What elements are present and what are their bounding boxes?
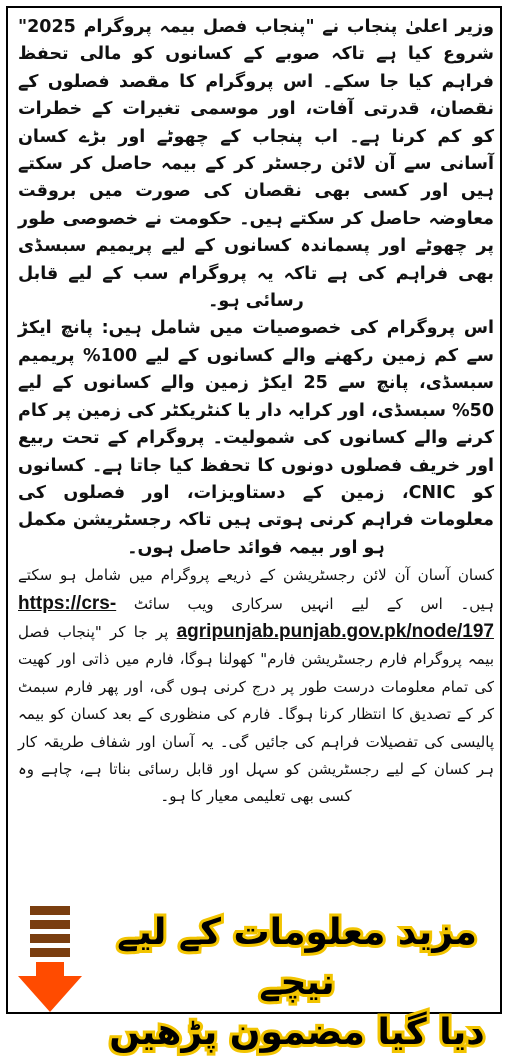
article-paragraph-3 <box>18 562 494 811</box>
website-link-part-2[interactable]: agripunjab.punjab.gov.pk/node/197 <box>176 620 494 642</box>
article-paragraph-2: اس پروگرام کی خصوصیات میں شامل ہیں: پانچ ایکڑ سے کم زمین رکھنے والے کسانوں کے لیے 100% پریمیم سبسڈی، پانچ سے 25 ایکڑ زمین والے کسانوں کے لیے 50% سبسڈی، اور کرایہ دار یا کنٹریکٹر کی زمین پر کام کرنے والے کسانوں کی شمولیت۔ پروگرام کے تحت ربیع اور خریف فصلوں دونوں کا تحفظ کیا جاتا ہے۔ کسانوں کو CNIC، زمین کے دستاویزات، اور فصلوں کی معلومات فراہم کرنی ہوتی ہیں تاکہ رجسٹریشن مکمل ہو اور بیمہ فوائد حاصل ہوں۔ <box>18 318 494 558</box>
article-paragraph-1: وزیر اعلیٰ پنجاب نے "پنجاب فصل بیمہ پروگرام 2025" شروع کیا ہے تاکہ صوبے کے کسانوں کو مالی تحفظ فراہم کیا جا سکے۔ اس پروگرام کا مقصد فصلوں کے نقصان، قدرتی آفات، اور موسمی تغیرات کے خطرات کو کم کرنا ہے۔ اب پنجاب کے چھوٹے اور بڑے کسان آسانی سے آن لائن رجسٹر کر کے بیمہ حاصل کر سکتے ہیں اور کسی بھی نقصان کی صورت میں بروقت معاوضہ حاصل کر سکتے ہیں۔ حکومت نے خصوصی طور پر چھوٹے اور پسماندہ کسانوں کے لیے پریمیم سبسڈی بھی فراہم کی ہے تاکہ یہ پروگرام سب کے لیے قابل رسائی ہو۔ <box>18 17 494 312</box>
read-more-banner <box>92 908 502 1053</box>
down-arrow-icon <box>16 906 84 1014</box>
paragraph-3-intro: کسان آسان آن لائن رجسٹریشن کے ذریعے پروگرام میں شامل ہو سکتے ہیں۔ اس کے لیے انہیں سرکاری ویب سائٹ <box>18 566 494 613</box>
banner-line-1: مزید معلومات کے لیے نیچے <box>117 912 477 1003</box>
website-link-part-1[interactable]: https://crs- <box>18 592 117 614</box>
paragraph-3-instructions: پر جا کر "پنجاب فصل بیمہ پروگرام فارم رجسٹریشن فارم" کھولنا ہوگا، فارم میں ذاتی اور کھیت کی تمام معلومات درست طور پر درج کرنی ہوں گی، اور پھر فارم سبمٹ کر کے تصدیق کا انتظار کرنا ہوگا۔ فارم کی منظوری کے بعد کسان کو بیمہ پالیسی کی تفصیلات فراہم کی جائیں گی۔ یہ آسان اور شفاف طریقہ کار ہر کسان کے لیے رجسٹریشن کو سہل اور قابل رسائی بناتا ہے، چاہے وہ کسی بھی تعلیمی معیار کا ہو۔ <box>18 622 494 806</box>
article-body <box>18 14 494 811</box>
banner-line-2: دیا گیا مضمون پڑھیں <box>109 1012 485 1053</box>
